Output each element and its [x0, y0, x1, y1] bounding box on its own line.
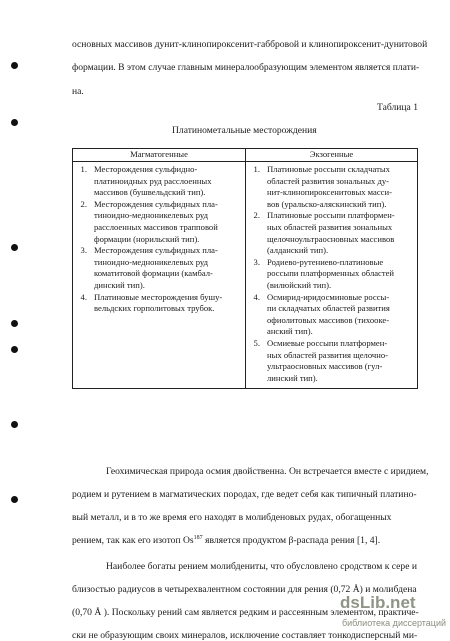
- item-line: Платиновые месторождения бушу-: [94, 291, 223, 302]
- table-title: Платинометальные месторождения: [172, 125, 317, 136]
- item-line: Платиновые россыпи платформен-: [267, 210, 395, 221]
- list-item: [75, 164, 242, 199]
- list-item: [75, 245, 242, 291]
- binder-hole-mark: [11, 346, 18, 353]
- item-number: 2.: [253, 210, 260, 221]
- item-line: Месторождения сульфидных пла-: [94, 245, 218, 256]
- item-line: платиноидных руд расслоенных: [94, 175, 212, 186]
- binder-hole-mark: [11, 62, 18, 69]
- item-line: массивов (бушвельдский тип).: [94, 187, 206, 198]
- item-line: тиноидно-медноникелевых руд: [94, 210, 209, 221]
- body-line: ски не образующим своих минералов, исключение составляет тонкодисперсный ми-: [72, 630, 418, 641]
- body-line: родием и рутением в магматических породах, где ведет себя как типичный платино-: [72, 489, 417, 500]
- item-line: Платиновые россыпи складчатых: [267, 164, 390, 174]
- body-line: (0,70 Å ). Поскольку рений сам является редким и рассеянным элементом, практиче-: [72, 607, 419, 618]
- body-line-isotope: [72, 536, 380, 546]
- item-line: вельдских горполитовых трубок.: [94, 303, 215, 314]
- item-number: 4.: [80, 291, 87, 302]
- item-line: динский тип).: [94, 279, 145, 290]
- binder-hole-mark: [11, 119, 18, 126]
- item-line: ультраосновных массивов (гул-: [267, 361, 383, 372]
- list-item: [248, 164, 414, 210]
- binder-hole-mark: [11, 421, 18, 428]
- item-line: Родиево-рутениево-платиновые: [267, 256, 384, 267]
- list-item: [248, 338, 414, 384]
- isotope-superscript: 187: [193, 534, 203, 541]
- item-line: расслоенных массивов трапповой: [94, 221, 218, 232]
- item-line: россыпи платформенных областей: [267, 268, 395, 279]
- table-number-label: Таблица 1: [376, 102, 418, 113]
- item-line: анский тип).: [267, 326, 313, 337]
- dslib-watermark: [340, 593, 450, 641]
- item-number: 4.: [253, 291, 260, 302]
- list-item: [248, 210, 414, 256]
- intro-line: основных массивов дунит-клинопироксенит-габбровой и клинопироксенит-дунитовой: [72, 39, 428, 50]
- watermark-logo: dsLib.net: [340, 593, 416, 612]
- binder-hole-mark: [11, 496, 18, 503]
- item-line: нит-клинопироксенитовых масси-: [267, 187, 392, 198]
- item-line: ных областей развития щелочно-: [267, 349, 389, 360]
- magmatogenic-cell: [73, 162, 246, 389]
- list-item: [248, 257, 414, 292]
- list-item: [75, 292, 242, 315]
- body-line: Геохимическая природа осмия двойственна. Он встречается вместе с иридием,: [106, 466, 429, 477]
- item-line: Месторождения сульфидных пла-: [94, 198, 218, 209]
- item-number: 2.: [80, 198, 87, 209]
- isotope-tail: является продуктом β-распада рения [1, 4].: [202, 535, 381, 546]
- item-line: щелочноультраосновных массивов: [267, 233, 395, 244]
- item-line: областей развития зональных ду-: [267, 175, 389, 186]
- list-item: [248, 292, 414, 338]
- list-item: [75, 199, 242, 245]
- exogenic-cell: [246, 162, 418, 389]
- item-line: (вилюйский тип).: [267, 279, 332, 290]
- item-line: линский тип).: [267, 372, 318, 383]
- item-line: (алданский тип).: [267, 245, 329, 256]
- item-line: офиолитовых массивов (тихооке-: [267, 314, 390, 325]
- column-header-exogenic: Экзогенные: [246, 149, 418, 162]
- isotope-text: рением, так как его изотоп Os: [72, 535, 194, 546]
- item-line: коматитовой формации (камбал-: [94, 268, 213, 279]
- item-line: вов (уральско-аляскинский тип).: [267, 198, 387, 209]
- binder-hole-mark: [11, 244, 18, 251]
- intro-line: на.: [72, 86, 84, 97]
- item-line: тиноидно-медноникелевых руд: [94, 256, 209, 267]
- item-number: 3.: [253, 256, 260, 267]
- item-line: пи складчатых областей развития: [267, 303, 390, 314]
- binder-hole-mark: [11, 320, 18, 327]
- item-line: формации (норильский тип).: [94, 233, 200, 244]
- body-line: вый металл, и в то же время его находят в молибденовых рудах, обогащенных: [72, 512, 392, 523]
- column-header-magmatogenic: Магматогенные: [73, 149, 246, 162]
- item-line: Осмирид-иридосминовые россы-: [267, 291, 390, 302]
- item-number: 1.: [80, 164, 87, 174]
- item-line: Месторождения сульфидно-: [94, 164, 198, 174]
- item-number: 1.: [253, 164, 260, 174]
- body-line: Наиболее богаты рением молибдениты, что обусловлено сродством к сере и: [106, 561, 417, 572]
- watermark-subtitle: библиотека диссертаций: [342, 618, 447, 628]
- item-number: 3.: [80, 245, 87, 256]
- body-line: близостью радиусов в четырехвалентном состоянии для рения (0,72 Å) и молибдена: [72, 584, 417, 595]
- item-line: ных областей развития зональных: [267, 221, 393, 232]
- deposits-table: [72, 148, 418, 389]
- item-line: Осмиевые россыпи платформен-: [267, 337, 388, 348]
- intro-line: формации. В этом случае главным минералообразующим элементом является плати-: [72, 62, 420, 73]
- table-row: [73, 162, 418, 389]
- item-number: 5.: [253, 337, 260, 348]
